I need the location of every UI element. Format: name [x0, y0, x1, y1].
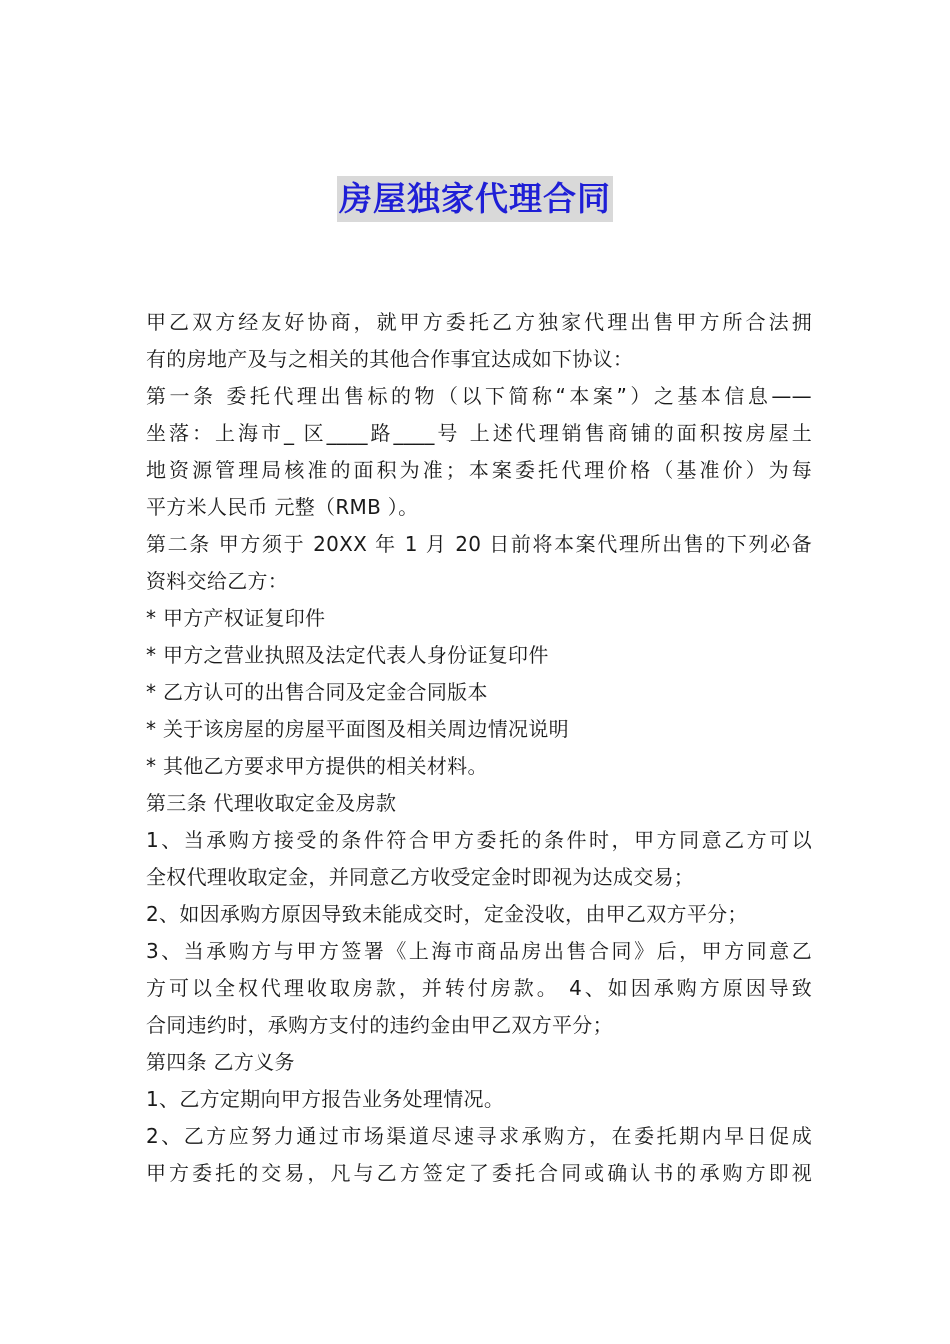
paragraph-line: 平方米人民币 元整（RMB ）。	[146, 495, 419, 519]
paragraph-line: 合同违约时，承购方支付的违约金由甲乙双方平分；	[146, 1013, 613, 1037]
list-item: * 甲方产权证复印件	[146, 606, 326, 630]
list-item: * 乙方认可的出售合同及定金合同版本	[146, 680, 488, 704]
paragraph-line: 资料交给乙方：	[146, 569, 289, 593]
contract-body	[146, 304, 812, 1192]
paragraph-line: 甲乙双方经友好协商，就甲方委托乙方独家代理出售甲方所合法拥	[146, 310, 812, 334]
paragraph-line: 2、如因承购方原因导致未能成交时，定金没收，由甲乙双方平分；	[146, 902, 748, 926]
paragraph-line: 甲方委托的交易，凡与乙方签定了委托合同或确认书的承购方即视	[146, 1161, 812, 1185]
paragraph-line: 坐落：上海市_ 区____路____号 上述代理销售商铺的面积按房屋土	[146, 421, 812, 445]
paragraph-line: 1、乙方定期向甲方报告业务处理情况。	[146, 1087, 505, 1111]
document-title: 房屋独家代理合同	[337, 176, 613, 222]
list-item: * 其他乙方要求甲方提供的相关材料。	[146, 754, 488, 778]
paragraph-line: 有的房地产及与之相关的其他合作事宜达成如下协议：	[146, 347, 634, 371]
section-heading: 第四条 乙方义务	[146, 1050, 295, 1074]
list-item: * 甲方之营业执照及法定代表人身份证复印件	[146, 643, 549, 667]
paragraph-line: 第二条 甲方须于 20XX 年 1 月 20 日前将本案代理所出售的下列必备	[146, 532, 812, 556]
section-heading: 第三条 代理收取定金及房款	[146, 791, 397, 815]
title-wrap	[0, 176, 950, 222]
paragraph-line: 地资源管理局核准的面积为准；本案委托代理价格（基准价）为每	[146, 458, 812, 482]
list-item: * 关于该房屋的房屋平面图及相关周边情况说明	[146, 717, 569, 741]
paragraph-line: 方可以全权代理收取房款，并转付房款。 4、如因承购方原因导致	[146, 976, 812, 1000]
paragraph-line: 全权代理收取定金，并同意乙方收受定金时即视为达成交易；	[146, 865, 695, 889]
paragraph-line: 2、乙方应努力通过市场渠道尽速寻求承购方，在委托期内早日促成	[146, 1124, 812, 1148]
paragraph-line: 3、当承购方与甲方签署《上海市商品房出售合同》后，甲方同意乙	[146, 939, 812, 963]
paragraph-line: 1、当承购方接受的条件符合甲方委托的条件时，甲方同意乙方可以	[146, 828, 812, 852]
paragraph-line: 第一条 委托代理出售标的物（以下简称“本案”）之基本信息——	[146, 384, 812, 408]
